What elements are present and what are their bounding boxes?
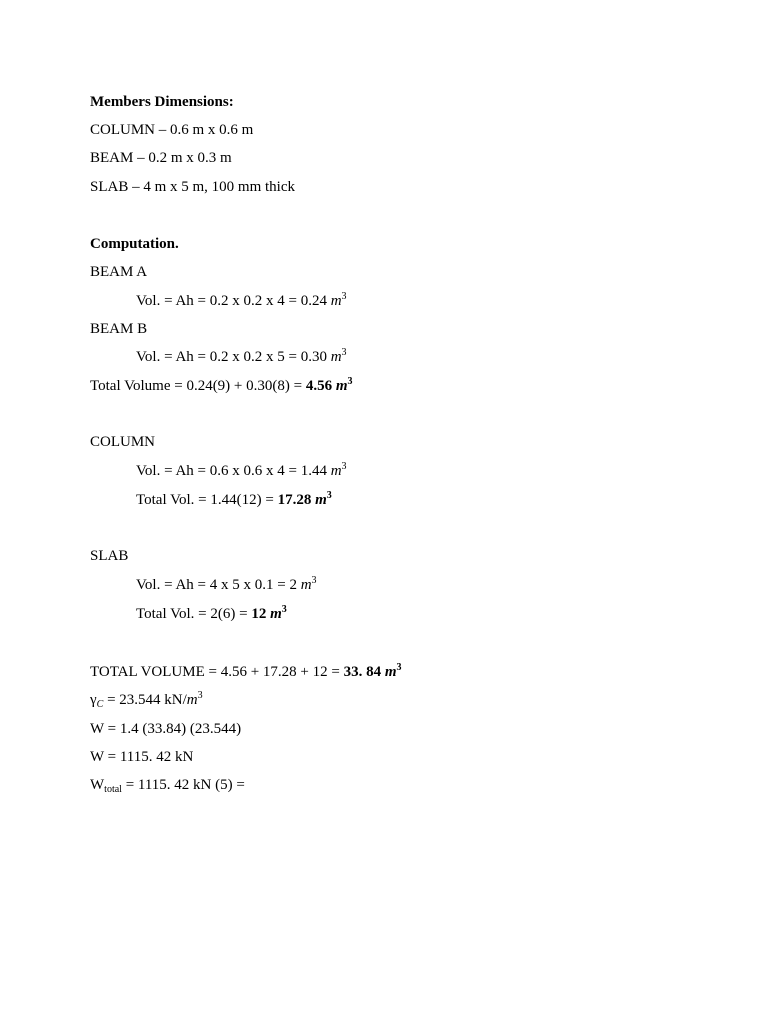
grand-total-volume xyxy=(90,663,402,681)
weight-result: W = 1115. 42 kN xyxy=(90,749,194,765)
slab-volume-text: Vol. = Ah = 4 x 5 x 0.1 = 2 xyxy=(136,577,301,593)
column-volume xyxy=(136,462,347,480)
slab-exponent: 3 xyxy=(311,575,317,586)
beam-a-label: BEAM A xyxy=(90,264,148,280)
column-total-text: Total Vol. = 1.44(12) = xyxy=(136,492,278,508)
slab-volume xyxy=(136,576,317,594)
column-total-volume xyxy=(136,491,332,509)
column-total-unit: m xyxy=(315,492,327,508)
beam-a-unit: m xyxy=(330,293,342,309)
slab-total-volume xyxy=(136,605,287,623)
beam-b-unit: m xyxy=(330,349,342,365)
beam-total-exponent: 3 xyxy=(347,376,353,387)
unit-weight-line xyxy=(90,691,203,709)
column-unit: m xyxy=(330,463,342,479)
slab-total-unit: m xyxy=(270,606,282,622)
beam-a-volume-text: Vol. = Ah = 0.2 x 0.2 x 4 = 0.24 xyxy=(136,293,331,309)
gamma-exponent: 3 xyxy=(197,690,203,701)
beam-b-volume-text: Vol. = Ah = 0.2 x 0.2 x 5 = 0.30 xyxy=(136,349,331,365)
computation-heading: Computation. xyxy=(90,236,179,252)
slab-dimension: SLAB – 4 m x 5 m, 100 mm thick xyxy=(90,179,296,195)
slab-unit: m xyxy=(300,577,312,593)
beam-a-exponent: 3 xyxy=(341,291,347,302)
slab-total-value: 12 xyxy=(251,606,271,622)
beam-b-exponent: 3 xyxy=(341,347,347,358)
slab-total-text: Total Vol. = 2(6) = xyxy=(136,606,252,622)
column-label: COLUMN xyxy=(90,434,156,450)
column-total-value: 17.28 xyxy=(277,492,316,508)
beam-a-volume xyxy=(136,292,347,310)
gamma-symbol: γ xyxy=(90,692,97,708)
weight-total-text: = 1115. 42 kN (5) = xyxy=(121,777,245,793)
beam-b-label: BEAM B xyxy=(90,321,148,337)
slab-total-exponent: 3 xyxy=(281,604,287,615)
column-total-exponent: 3 xyxy=(326,490,332,501)
members-dimensions-heading: Members Dimensions: xyxy=(90,94,234,110)
gamma-unit: m xyxy=(186,692,198,708)
gamma-text: = 23.544 kN/ xyxy=(103,692,187,708)
beam-total-text: Total Volume = 0.24(9) + 0.30(8) = xyxy=(90,378,306,394)
slab-label: SLAB xyxy=(90,548,129,564)
beam-total-unit: m xyxy=(335,378,348,394)
grand-total-text: TOTAL VOLUME = 4.56 + 17.28 + 12 = xyxy=(90,664,344,680)
weight-total-line xyxy=(90,776,245,794)
grand-total-exponent: 3 xyxy=(396,662,402,673)
beam-b-volume xyxy=(136,348,347,366)
weight-formula: W = 1.4 (33.84) (23.544) xyxy=(90,721,242,737)
column-exponent: 3 xyxy=(341,461,347,472)
weight-total-symbol: W xyxy=(90,777,105,793)
beam-total-volume xyxy=(90,377,353,395)
beam-total-value: 4.56 xyxy=(305,378,336,394)
column-dimension: COLUMN – 0.6 m x 0.6 m xyxy=(90,122,254,138)
gamma-subscript: C xyxy=(96,699,104,710)
beam-dimension: BEAM – 0.2 m x 0.3 m xyxy=(90,150,232,166)
column-volume-text: Vol. = Ah = 0.6 x 0.6 x 4 = 1.44 xyxy=(136,463,331,479)
grand-total-unit: m xyxy=(384,664,397,680)
weight-total-subscript: total xyxy=(104,784,122,795)
grand-total-value: 33. 84 xyxy=(343,664,385,680)
